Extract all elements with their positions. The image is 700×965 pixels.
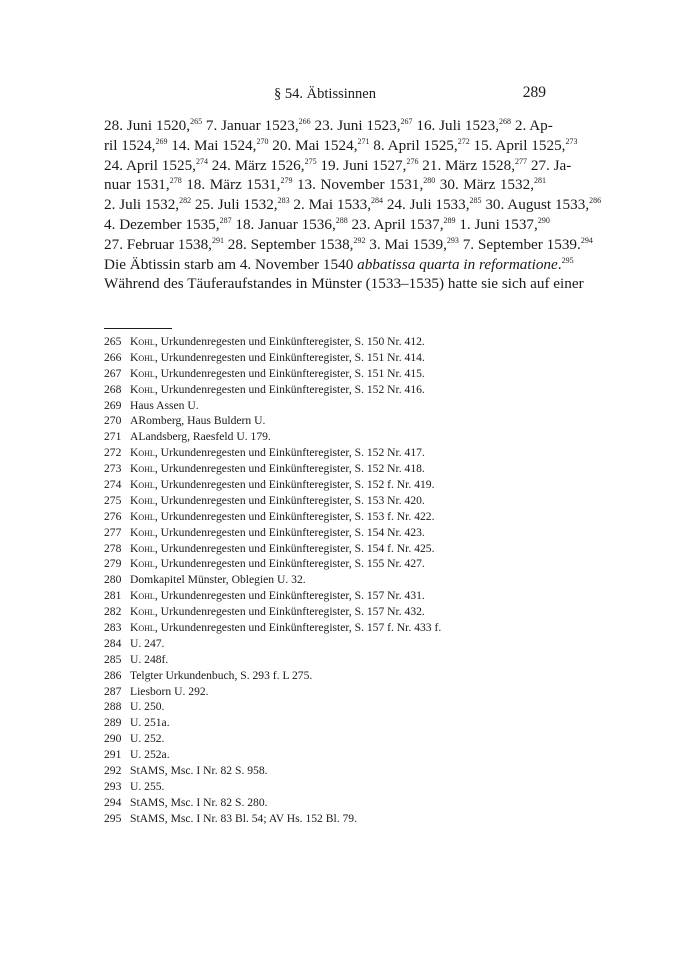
footnote-ref: 267: [400, 117, 413, 126]
footnote-text: [130, 715, 170, 731]
text-segment: ril 1524,: [104, 136, 156, 154]
footnote-ref: 280: [423, 176, 436, 186]
text-segment: 2. Ap-: [511, 117, 553, 134]
footnote-text: [130, 684, 209, 700]
citation: Domkapitel Münster, Oblegien U. 32.: [130, 573, 306, 587]
footnote-number: 291: [104, 748, 122, 762]
footnote-text: [130, 588, 425, 604]
text-segment: 27. Ja-: [527, 156, 572, 174]
footnote-text: [130, 763, 268, 779]
footnote-number: 284: [104, 636, 122, 650]
footnote-ref: 268: [499, 117, 512, 126]
citation: , Urkundenregesten und Einkünfteregister, S. 154 f. Nr. 425.: [154, 541, 435, 555]
author-name: Kohl: [130, 350, 155, 364]
author-name: Kohl: [130, 478, 155, 492]
text-segment: 7. Januar 1523,: [202, 117, 299, 134]
footnote-text: [130, 461, 425, 477]
text-segment: 30. März 1532,: [435, 176, 534, 194]
citation: StAMS, Msc. I Nr. 83 Bl. 54; AV Hs. 152 Bl. 79.: [130, 811, 357, 825]
footnote-ref: 292: [353, 235, 366, 245]
citation: , Urkundenregesten und Einkünfteregister, S. 152 Nr. 417.: [154, 446, 425, 460]
citation: , Urkundenregesten und Einkünfteregister, S. 157 Nr. 432.: [154, 605, 425, 619]
author-name: Kohl: [130, 509, 155, 523]
footnote-number: 269: [104, 398, 122, 412]
footnote-text: [130, 366, 425, 382]
footnote-ref: 270: [256, 136, 269, 146]
author-name: Kohl: [130, 335, 155, 348]
author-name: Kohl: [130, 589, 155, 603]
footnote-number: 287: [104, 684, 122, 698]
running-header: [104, 84, 546, 106]
author-name: Kohl: [130, 605, 155, 619]
footnote-text: [130, 382, 425, 398]
footnote: [104, 747, 546, 763]
footnote: [104, 620, 546, 636]
citation: , Urkundenregesten und Einkünfteregister, S. 151 Nr. 414.: [154, 350, 425, 364]
footnote-ref: 271: [357, 136, 370, 146]
body-line: [104, 156, 572, 176]
body-line: [104, 195, 602, 215]
footnote-ref: 286: [589, 196, 602, 206]
footnote-number: 279: [104, 557, 122, 571]
body-line: [104, 116, 553, 136]
footnote-ref: 293: [446, 235, 459, 245]
text-segment: 23. Juni 1523,: [310, 117, 401, 134]
text-segment: Während des Täuferaufstandes in Münster (1533–1535) hatte sie sich auf einer: [104, 275, 584, 293]
text-segment: 21. März 1528,: [418, 156, 516, 174]
footnote-text: [130, 429, 271, 445]
footnote-text: [130, 699, 164, 715]
body-line: [104, 274, 584, 294]
footnote-number: 294: [104, 795, 122, 809]
page-number: 289: [522, 84, 546, 101]
citation: , Urkundenregesten und Einkünfteregister, S. 155 Nr. 427.: [154, 557, 425, 571]
footnote-text: [130, 811, 357, 827]
footnote-ref: 290: [537, 215, 550, 225]
citation: , Urkundenregesten und Einkünfteregister, S. 153 Nr. 420.: [154, 493, 425, 507]
text-segment: Die Äbtissin starb am 4. November 1540: [104, 255, 358, 273]
citation: , Urkundenregesten und Einkünfteregister, S. 157 Nr. 431.: [154, 589, 425, 603]
footnote-number: 290: [104, 732, 122, 746]
footnote-number: 276: [104, 509, 122, 523]
footnote-number: 270: [104, 414, 122, 428]
footnote-number: 271: [104, 430, 122, 444]
footnote-text: [130, 398, 199, 414]
footnote: [104, 572, 546, 588]
citation: , Urkundenregesten und Einkünfteregister, S. 157 f. Nr. 433 f.: [154, 621, 442, 635]
footnote-number: 278: [104, 541, 122, 555]
footnote: [104, 556, 546, 572]
citation: U. 247.: [130, 636, 165, 650]
citation: U. 251a.: [130, 716, 170, 730]
citation: , Urkundenregesten und Einkünfteregister, S. 152 Nr. 418.: [154, 462, 425, 476]
footnote: [104, 763, 546, 779]
footnote-ref: 285: [469, 196, 482, 206]
footnote-ref: 269: [155, 136, 168, 146]
citation: , Urkundenregesten und Einkünfteregister, S. 151 Nr. 415.: [154, 366, 425, 380]
text-segment: 19. Juni 1527,: [316, 156, 407, 174]
footnote-text: [130, 779, 164, 795]
footnote: [104, 604, 546, 620]
footnote: [104, 795, 546, 811]
footnote-ref: 295: [561, 255, 574, 265]
citation: Telgter Urkundenbuch, S. 293 f. L 275.: [130, 668, 313, 682]
citation: U. 250.: [130, 700, 165, 714]
footnote-number: 266: [104, 350, 122, 364]
footnote-ref: 283: [277, 196, 290, 206]
footnote-number: 285: [104, 652, 122, 666]
footnote-ref: 273: [565, 136, 578, 146]
footnote-text: [130, 747, 170, 763]
text-segment: 18. März 1531,: [181, 176, 281, 194]
footnote-ref: 289: [443, 215, 456, 225]
footnote: [104, 429, 546, 445]
citation: StAMS, Msc. I Nr. 82 S. 958.: [130, 764, 268, 778]
footnote: [104, 493, 546, 509]
footnote-text: [130, 795, 268, 811]
footnote-number: 289: [104, 716, 122, 730]
footnote: [104, 350, 546, 366]
text-segment: 18. Januar 1536,: [231, 215, 336, 233]
text-segment: 3. Mai 1539,: [365, 235, 447, 253]
body-text: [104, 116, 602, 294]
text-segment: 4. Dezember 1535,: [104, 215, 220, 233]
text-segment: 16. Juli 1523,: [412, 117, 500, 134]
footnote-ref: 274: [195, 156, 208, 166]
footnote-ref: 266: [298, 117, 311, 126]
body-line: [104, 235, 593, 255]
footnote-text: [130, 525, 425, 541]
footnote-number: 286: [104, 668, 122, 682]
footnote-number: 273: [104, 462, 122, 476]
text-segment: 2. Mai 1533,: [289, 196, 372, 214]
footnote: [104, 445, 546, 461]
footnote-number: 292: [104, 764, 122, 778]
citation: ALandsberg, Raesfeld U. 179.: [130, 430, 271, 444]
footnote-text: [130, 413, 265, 429]
footnote-ref: 279: [280, 176, 293, 186]
footnote: [104, 334, 546, 350]
footnote: [104, 699, 546, 715]
footnote: [104, 731, 546, 747]
footnote-number: 288: [104, 700, 122, 714]
footnote-text: [130, 572, 306, 588]
footnote-ref: 272: [457, 136, 470, 146]
footnote-ref: 291: [211, 235, 224, 245]
footnote-ref: 281: [534, 176, 546, 186]
text-segment: 23. April 1537,: [347, 215, 444, 233]
footnote-ref: 276: [406, 156, 419, 166]
footnote-text: [130, 334, 425, 350]
text-segment: 24. Juli 1533,: [383, 196, 470, 214]
text-segment: 8. April 1525,: [369, 136, 458, 154]
footnote-ref: 275: [304, 156, 317, 166]
footnote: [104, 461, 546, 477]
footnote-number: 282: [104, 605, 122, 619]
text-segment: 20. Mai 1524,: [268, 136, 358, 154]
author-name: Kohl: [130, 525, 155, 539]
footnote-text: [130, 350, 425, 366]
footnote-text: [130, 477, 435, 493]
footnote-number: 281: [104, 589, 122, 603]
footnote-separator: [104, 328, 172, 329]
text-segment: 27. Februar 1538,: [104, 235, 212, 253]
footnote: [104, 541, 546, 557]
footnote-number: 295: [104, 811, 122, 825]
citation: Liesborn U. 292.: [130, 684, 209, 698]
author-name: Kohl: [130, 557, 155, 571]
footnote-ref: 282: [179, 196, 192, 206]
body-line: [104, 175, 546, 195]
footnote: [104, 668, 546, 684]
footnote-text: [130, 509, 435, 525]
footnote: [104, 477, 546, 493]
text-segment: 14. Mai 1524,: [167, 136, 257, 154]
footnote-number: 275: [104, 493, 122, 507]
footnote-number: 272: [104, 446, 122, 460]
text-segment: .: [557, 255, 562, 273]
footnote: [104, 811, 546, 827]
footnote-ref: 278: [169, 176, 182, 186]
footnote: [104, 525, 546, 541]
text-segment: 25. Juli 1532,: [191, 196, 278, 214]
text-segment: 2. Juli 1532,: [104, 196, 180, 214]
text-segment: 24. April 1525,: [104, 156, 196, 174]
citation: U. 252.: [130, 732, 165, 746]
footnote-number: 283: [104, 621, 122, 635]
footnote-number: 280: [104, 573, 122, 587]
footnote-number: 274: [104, 478, 122, 492]
text-segment: 28. Juni 1520,: [104, 117, 191, 134]
footnote-ref: 288: [335, 215, 348, 225]
citation: ARomberg, Haus Buldern U.: [130, 414, 266, 428]
footnote: [104, 398, 546, 414]
footnote-text: [130, 604, 425, 620]
latin-phrase: abbatissa quarta in reformatione: [357, 255, 558, 273]
footnote-text: [130, 445, 425, 461]
footnote-text: [130, 556, 425, 572]
footnote: [104, 636, 546, 652]
citation: , Urkundenregesten und Einkünfteregister, S. 153 f. Nr. 422.: [154, 509, 435, 523]
footnote-text: [130, 731, 164, 747]
footnote: [104, 652, 546, 668]
text-segment: 7. September 1539.: [458, 235, 581, 253]
citation: , Urkundenregesten und Einkünfteregister, S. 152 Nr. 416.: [154, 382, 425, 396]
text-segment: 24. März 1526,: [207, 156, 305, 174]
footnote: [104, 684, 546, 700]
footnote-text: [130, 636, 164, 652]
text-segment: 13. November 1531,: [292, 176, 424, 194]
citation: Haus Assen U.: [130, 398, 199, 412]
footnote-number: 265: [104, 335, 122, 348]
footnote: [104, 715, 546, 731]
author-name: Kohl: [130, 366, 155, 380]
citation: U. 252a.: [130, 748, 170, 762]
citation: U. 255.: [130, 779, 165, 793]
text-segment: 28. September 1538,: [223, 235, 354, 253]
citation: , Urkundenregesten und Einkünfteregister, S. 152 f. Nr. 419.: [154, 478, 435, 492]
footnote-number: 268: [104, 382, 122, 396]
text-segment: 30. August 1533,: [481, 196, 590, 214]
text-segment: 1. Juni 1537,: [455, 215, 538, 233]
footnote-ref: 277: [515, 156, 528, 166]
footnote-ref: 265: [190, 117, 203, 126]
footnote: [104, 366, 546, 382]
author-name: Kohl: [130, 541, 155, 555]
footnote-text: [130, 541, 435, 557]
citation: , Urkundenregesten und Einkünfteregister, S. 154 Nr. 423.: [154, 525, 425, 539]
footnote-text: [130, 620, 441, 636]
text-segment: nuar 1531,: [104, 176, 170, 194]
author-name: Kohl: [130, 493, 155, 507]
footnote-ref: 284: [371, 196, 384, 206]
footnote-text: [130, 493, 425, 509]
footnote: [104, 588, 546, 604]
footnote-number: 267: [104, 366, 122, 380]
footnotes: [104, 334, 546, 827]
author-name: Kohl: [130, 446, 155, 460]
body-line: [104, 136, 578, 156]
footnote-text: [130, 652, 168, 668]
footnote: [104, 509, 546, 525]
author-name: Kohl: [130, 462, 155, 476]
footnote-number: 293: [104, 779, 122, 793]
footnote-text: [130, 668, 312, 684]
citation: StAMS, Msc. I Nr. 82 S. 280.: [130, 795, 268, 809]
author-name: Kohl: [130, 382, 155, 396]
body-line: [104, 215, 550, 235]
footnote: [104, 779, 546, 795]
citation: , Urkundenregesten und Einkünfteregister, S. 150 Nr. 412.: [154, 335, 425, 348]
body-line: [104, 255, 574, 275]
footnote: [104, 382, 546, 398]
footnote-number: 277: [104, 525, 122, 539]
citation: U. 248f.: [130, 652, 169, 666]
footnote-ref: 287: [219, 215, 232, 225]
text-segment: 15. April 1525,: [469, 136, 566, 154]
section-title: § 54. Äbtissinnen: [274, 86, 376, 102]
author-name: Kohl: [130, 621, 155, 635]
footnote-ref: 294: [580, 235, 593, 245]
footnote: [104, 413, 546, 429]
